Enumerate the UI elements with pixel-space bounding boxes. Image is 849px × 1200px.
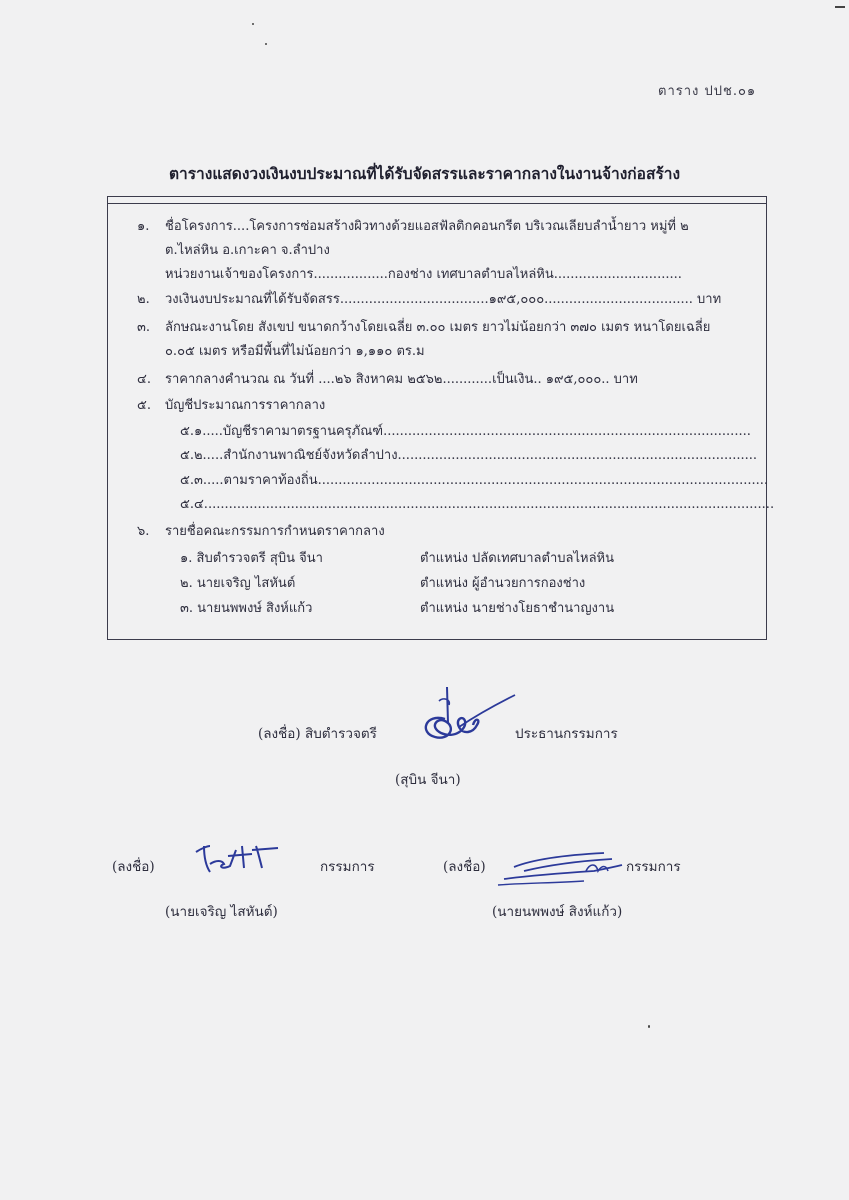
committee-member-2-name: ๒. นายเจริญ ไสหันต์ xyxy=(180,576,296,591)
item4-line xyxy=(137,368,638,389)
committee-member-3-name: ๓. นายนพพงษ์ สิงห์แก้ว xyxy=(180,601,313,616)
committee-heading: รายชื่อคณะกรรมการกำหนดราคากลาง xyxy=(165,524,385,539)
item1-location: ต.ไหล่หิน อ.เกาะคา จ.ลำปาง xyxy=(165,243,330,258)
chair-sign-prefix: (ลงชื่อ) สิบตำรวจตรี xyxy=(258,726,377,742)
item1-line1 xyxy=(137,215,689,236)
form-code: ตาราง ปปช.๐๑ xyxy=(658,84,757,99)
member2-role: กรรมการ xyxy=(626,859,681,875)
member1-sign-prefix: (ลงชื่อ) xyxy=(112,859,155,875)
item5-line xyxy=(137,394,325,415)
scan-speck xyxy=(252,23,254,25)
price-source-2: ๕.๒.....สำนักงานพาณิชย์จังหวัดลำปาง....................................................................................... xyxy=(180,448,758,463)
member1-signature xyxy=(192,838,282,878)
item3-line1 xyxy=(137,316,710,337)
committee-member-2-position: ตำแหน่ง ผู้อำนวยการกองช่าง xyxy=(420,576,586,591)
item1-agency: หน่วยงานเจ้าของโครงการ..................กองช่าง เทศบาลตำบลไหล่หิน............................... xyxy=(165,267,682,282)
price-source-3: ๕.๓.....ตามราคาท้องถิ่น............................................................................................................. xyxy=(180,473,769,488)
item2-number: ๒. xyxy=(137,292,150,307)
price-source-1: ๕.๑.....บัญชีราคามาตรฐานครุภัณฑ์......................................................................................... xyxy=(180,424,751,439)
scan-speck xyxy=(648,1025,650,1028)
budget-amount: วงเงินงบประมาณที่ได้รับจัดสรร....................................๑๙๕,๐๐๐.................................... บาท xyxy=(165,292,722,307)
box-top-bar xyxy=(108,197,766,204)
committee-member-1-position: ตำแหน่ง ปลัดเทศบาลตำบลไหล่หิน xyxy=(420,551,614,566)
item3-line2: ๐.๐๕ เมตร หรือมีพื้นที่ไม่น้อยกว่า ๑,๑๑๐ ตร.ม xyxy=(165,344,425,359)
project-name: ชื่อโครงการ....โครงการซ่อมสร้างผิวทางด้วยแอสฟัลติกคอนกรีต บริเวณเลียบลำน้ำยาว หมู่ที่ ๒ xyxy=(165,219,689,234)
item4-number: ๔. xyxy=(137,372,151,387)
item6-number: ๖. xyxy=(137,524,150,539)
chair-name: (สุบิน จีนา) xyxy=(395,772,461,788)
work-description: ลักษณะงานโดย สังเขป ขนาดกว้างโดยเฉลี่ย ๓.๐๐ เมตร ยาวไม่น้อยกว่า ๓๗๐ เมตร หนาโดยเฉลี่ย xyxy=(165,320,711,335)
chair-role: ประธานกรรมการ xyxy=(515,726,618,742)
price-sources-heading: บัญชีประมาณการราคากลาง xyxy=(165,398,326,413)
item1-number: ๑. xyxy=(137,219,150,234)
median-price: ราคากลางคำนวณ ณ วันที่ ....๒๖ สิงหาคม ๒๕๖๒............เป็นเงิน.. ๑๙๕,๐๐๐.. บาท xyxy=(165,372,638,387)
member1-role: กรรมการ xyxy=(320,859,375,875)
committee-member-1-name: ๑. สิบตำรวจตรี สุบิน จีนา xyxy=(180,551,323,566)
committee-member-3-position: ตำแหน่ง นายช่างโยธาชำนาญงาน xyxy=(420,601,615,616)
chair-signature xyxy=(415,683,525,753)
member1-name: (นายเจริญ ไสหันต์) xyxy=(165,904,278,920)
member2-signature xyxy=(494,845,634,890)
scan-speck xyxy=(265,43,267,45)
member2-name: (นายนพพงษ์ สิงห์แก้ว) xyxy=(492,904,623,920)
document-title: ตารางแสดงวงเงินงบประมาณที่ได้รับจัดสรรและราคากลางในงานจ้างก่อสร้าง xyxy=(168,164,681,183)
price-source-4: ๕.๔.......................................................................................................................................... xyxy=(180,497,775,512)
member2-sign-prefix: (ลงชื่อ) xyxy=(443,859,486,875)
item5-number: ๕. xyxy=(137,398,151,413)
item2-line xyxy=(137,288,721,309)
scan-edge-mark xyxy=(835,6,845,8)
item6-line xyxy=(137,520,385,541)
item3-number: ๓. xyxy=(137,320,151,335)
